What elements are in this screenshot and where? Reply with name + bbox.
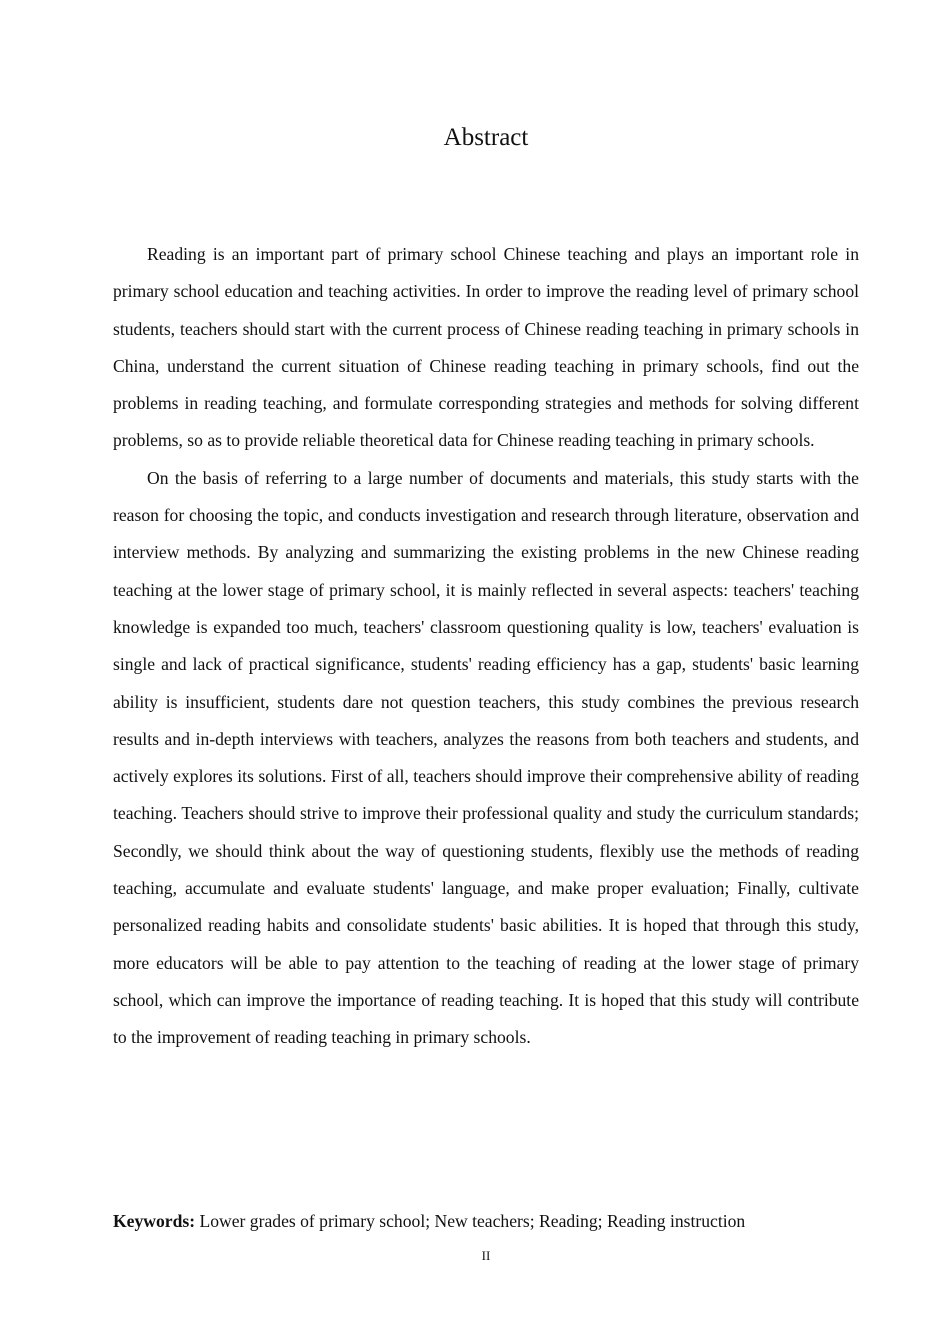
abstract-paragraph-2: On the basis of referring to a large number of documents and materials, this study starts with the reason for choosing the topic, and conducts investigation and research through literature, observation and interview methods. By analyzing and summarizing the existing problems in the new Chinese reading teaching at the lower stage of primary school, it is mainly reflected in several aspects: teachers' teaching knowledge is expanded too much, teachers' classroom questioning quality is low, teachers' evaluation is single and lack of practical significance, students' reading efficiency has a gap, students' basic learning ability is insufficient, students dare not question teachers, this study combines the previous research results and in-depth interviews with teachers, analyzes the reasons from both teachers and students, and actively explores its solutions. First of all, teachers should improve their comprehensive ability of reading teaching. Teachers should strive to improve their professional quality and study the curriculum standards; Secondly, we should think about the way of questioning students, flexibly use the methods of reading teaching, accumulate and evaluate students' language, and make proper evaluation; Finally, cultivate personalized reading habits and consolidate students' basic abilities. It is hoped that through this study, more educators will be able to pay attention to the teaching of reading at the lower stage of primary school, which can improve the importance of reading teaching. It is hoped that this study will contribute to the improvement of reading teaching in primary schools. (113, 467, 859, 1048)
page-title: Abstract (443, 124, 529, 151)
abstract-paragraph-1: Reading is an important part of primary school Chinese teaching and plays an important role in primary school education and teaching activities. In order to improve the reading level of primary school students, teachers should start with the current process of Chinese reading teaching in primary schools in China, understand the current situation of Chinese reading teaching in primary schools, find out the problems in reading teaching, and formulate corresponding strategies and methods for solving different problems, so as to provide reliable theoretical data for Chinese reading teaching in primary schools. (113, 244, 859, 451)
page-number: II (481, 1248, 491, 1263)
keywords-text: Lower grades of primary school; New teachers; Reading; Reading instruction (195, 1211, 746, 1231)
keywords-line (113, 1203, 859, 1240)
keywords-label: Keywords: (113, 1211, 196, 1231)
abstract-body (113, 236, 859, 1057)
